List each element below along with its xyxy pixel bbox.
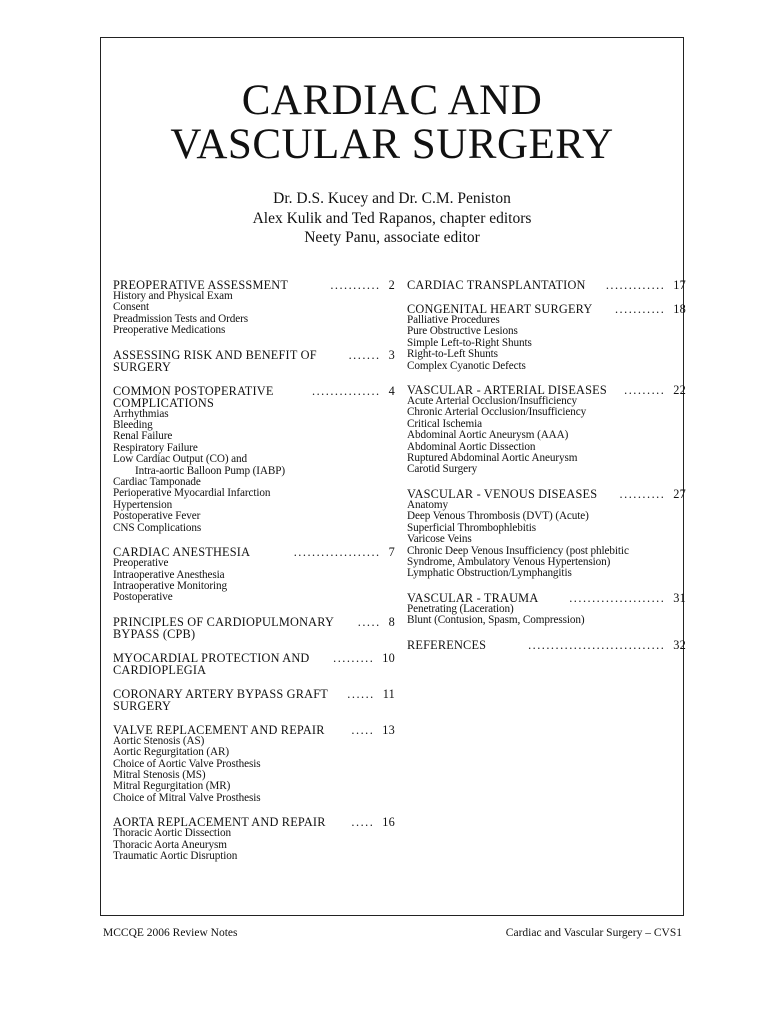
toc-leader-dots: ..........	[619, 486, 666, 501]
toc-item[interactable]: Lymphatic Obstruction/Lymphangitis	[407, 567, 572, 580]
toc-heading-row[interactable]	[407, 303, 686, 315]
toc-left-column	[113, 279, 395, 874]
toc-section	[113, 546, 395, 604]
toc-item[interactable]: Acute Arterial Occlusion/Insufficiency	[407, 395, 577, 408]
toc-section	[113, 616, 395, 640]
toc-item[interactable]: Respiratory Failure	[113, 441, 198, 454]
toc-item[interactable]: Critical Ischemia	[407, 417, 483, 430]
toc-section	[407, 488, 686, 580]
toc-item[interactable]: Aortic Stenosis (AS)	[113, 734, 205, 747]
toc-page-number: 3	[388, 347, 395, 362]
toc-heading: CONGENITAL HEART SURGERY	[407, 302, 593, 316]
toc-section	[113, 724, 395, 804]
toc-heading: COMMON POSTOPERATIVE	[113, 383, 274, 398]
toc-item[interactable]: Cardiac Tamponade	[113, 476, 201, 489]
toc-item[interactable]: Mitral Regurgitation (MR)	[113, 780, 231, 793]
toc-item[interactable]: Postoperative Fever	[113, 510, 201, 523]
toc-leader-dots: ...............	[312, 383, 381, 398]
toc-heading-row[interactable]	[113, 724, 395, 736]
toc-item[interactable]: Abdominal Aortic Aneurysm (AAA)	[407, 429, 569, 442]
toc-heading-row[interactable]	[113, 652, 395, 664]
toc-section	[407, 303, 686, 372]
toc-section	[407, 384, 686, 476]
toc-item[interactable]: Perioperative Myocardial Infarction	[113, 487, 271, 500]
toc-item[interactable]: Complex Cyanotic Defects	[407, 359, 526, 372]
toc-leader-dots: .........	[333, 650, 375, 665]
toc-heading: CARDIAC ANESTHESIA	[113, 545, 251, 560]
toc-items	[113, 828, 395, 862]
toc-section	[113, 816, 395, 862]
toc-item[interactable]: Preoperative	[113, 557, 169, 570]
toc-items	[407, 500, 686, 580]
authors-block	[100, 189, 684, 248]
toc-page-number: 31	[673, 590, 686, 605]
toc-heading-row[interactable]	[407, 279, 686, 291]
toc-page-number: 11	[382, 686, 395, 701]
toc-heading-row[interactable]	[407, 639, 686, 651]
toc-item[interactable]: Intraoperative Monitoring	[113, 579, 228, 592]
toc-items	[407, 315, 686, 372]
toc-leader-dots: .............	[605, 278, 666, 292]
toc-item[interactable]: Low Cardiac Output (CO) and	[113, 453, 248, 466]
toc-item[interactable]: Right-to-Left Shunts	[407, 348, 498, 361]
toc-heading: PRINCIPLES OF CARDIOPULMONARY	[113, 614, 335, 629]
toc-item[interactable]: Traumatic Aortic Disruption	[113, 849, 238, 862]
toc-heading-row[interactable]	[113, 546, 395, 558]
toc-heading-row[interactable]	[113, 279, 395, 291]
toc-leader-dots: .....	[351, 815, 375, 830]
page-title	[100, 79, 684, 167]
toc-section	[407, 279, 686, 291]
toc-page-number: 27	[673, 486, 686, 501]
toc-heading-row[interactable]	[407, 592, 686, 604]
footer-right: Cardiac and Vascular Surgery – CVS1	[505, 927, 682, 939]
toc-heading-row[interactable]	[113, 385, 395, 397]
toc-item[interactable]: Thoracic Aorta Aneurysm	[113, 838, 227, 851]
toc-leader-dots: ..............................	[528, 637, 666, 652]
toc-item[interactable]: Postoperative	[113, 591, 173, 604]
toc-heading: CARDIAC TRANSPLANTATION	[407, 278, 586, 292]
toc-item[interactable]: Choice of Mitral Valve Prosthesis	[113, 791, 261, 804]
toc-leader-dots: .......	[348, 347, 381, 362]
toc-heading-row[interactable]	[113, 349, 395, 361]
toc-item[interactable]: Thoracic Aortic Dissection	[113, 827, 231, 840]
toc-leader-dots: .....	[351, 722, 375, 737]
toc-heading: PREOPERATIVE ASSESSMENT	[113, 278, 289, 292]
toc-heading: ASSESSING RISK AND BENEFIT OF	[113, 347, 317, 362]
toc-item[interactable]: Penetrating (Laceration)	[407, 602, 514, 615]
toc-page-number: 10	[382, 650, 395, 665]
toc-item[interactable]: Simple Left-to-Right Shunts	[407, 336, 532, 349]
toc-heading: CORONARY ARTERY BYPASS GRAFT	[113, 686, 328, 701]
toc-heading: VASCULAR - VENOUS DISEASES	[407, 486, 598, 501]
toc-section	[407, 639, 686, 651]
toc-leader-dots: ...................	[293, 545, 381, 560]
toc-item[interactable]: Bleeding	[113, 419, 153, 432]
toc-heading-row[interactable]	[407, 384, 686, 396]
toc-heading-row[interactable]	[113, 616, 395, 628]
toc-heading-continued: SURGERY	[113, 698, 172, 713]
toc-item[interactable]: Consent	[113, 301, 149, 314]
toc-items	[113, 736, 395, 804]
toc-items	[113, 558, 395, 604]
toc-item[interactable]: Hypertension	[113, 498, 173, 511]
toc-section	[407, 592, 686, 627]
toc-heading-row[interactable]	[113, 816, 395, 828]
toc-items	[113, 291, 395, 337]
toc-right-column	[407, 279, 686, 663]
toc-section	[113, 385, 395, 534]
toc-page-number: 32	[673, 637, 686, 652]
toc-leader-dots: .....	[357, 614, 381, 629]
associate-editor-line: Neety Panu, associate editor	[304, 229, 480, 246]
toc-heading-continued: SURGERY	[113, 359, 172, 374]
toc-heading: AORTA REPLACEMENT AND REPAIR	[113, 815, 326, 830]
toc-page-number: 13	[382, 722, 395, 737]
toc-page-number: 4	[388, 383, 395, 398]
toc-item[interactable]: Deep Venous Thrombosis (DVT) (Acute)	[407, 510, 589, 523]
toc-heading: VALVE REPLACEMENT AND REPAIR	[113, 722, 325, 737]
toc-leader-dots: ...........	[614, 302, 666, 316]
toc-leader-dots: ......	[347, 686, 375, 701]
toc-items	[407, 604, 686, 627]
toc-heading-continued: COMPLICATIONS	[113, 395, 214, 410]
toc-page-number: 7	[388, 545, 395, 560]
toc-heading: REFERENCES	[407, 637, 487, 652]
toc-leader-dots: ...........	[330, 278, 381, 292]
toc-item[interactable]: Pure Obstructive Lesions	[407, 325, 518, 338]
toc-leader-dots: .....................	[569, 590, 666, 605]
toc-item[interactable]: History and Physical Exam	[113, 290, 233, 302]
toc-item[interactable]: Abdominal Aortic Dissection	[407, 440, 536, 453]
toc-item[interactable]: Chronic Deep Venous Insufficiency (post phlebitic	[407, 544, 629, 557]
toc-page-number: 8	[388, 614, 395, 629]
toc-heading-row[interactable]	[113, 688, 395, 700]
toc-item[interactable]: CNS Complications	[113, 521, 202, 534]
toc-item[interactable]: Palliative Procedures	[407, 314, 500, 326]
toc-items	[407, 396, 686, 476]
toc-heading: VASCULAR - TRAUMA	[407, 590, 539, 605]
toc-item[interactable]: Choice of Aortic Valve Prosthesis	[113, 757, 261, 770]
toc-item[interactable]: Varicose Veins	[407, 533, 472, 546]
editors-line: Alex Kulik and Ted Rapanos, chapter editors	[252, 209, 532, 227]
toc-page-number: 2	[388, 278, 395, 292]
toc-page-number: 16	[382, 815, 395, 830]
toc-section	[113, 279, 395, 337]
toc-section	[113, 349, 395, 373]
toc-item[interactable]: Blunt (Contusion, Spasm, Compression)	[407, 614, 585, 627]
footer-left: MCCQE 2006 Review Notes	[103, 927, 238, 939]
toc-item[interactable]: Aortic Regurgitation (AR)	[113, 746, 229, 759]
toc-heading: MYOCARDIAL PROTECTION AND	[113, 650, 310, 665]
toc-item[interactable]: Syndrome, Ambulatory Venous Hypertension)	[407, 555, 611, 568]
toc-item[interactable]: Mitral Stenosis (MS)	[113, 768, 206, 781]
toc-item[interactable]: Preoperative Medications	[113, 324, 226, 337]
toc-item[interactable]: Anatomy	[407, 498, 448, 511]
toc-items	[113, 409, 395, 534]
toc-item[interactable]: Chronic Arterial Occlusion/Insufficiency	[407, 406, 587, 419]
toc-leader-dots: .........	[624, 383, 666, 398]
title-line-2: VASCULAR SURGERY	[170, 121, 614, 168]
toc-section	[113, 652, 395, 676]
toc-heading-continued: CARDIOPLEGIA	[113, 662, 207, 677]
title-line-1: CARDIAC AND	[241, 77, 543, 124]
toc-item[interactable]: Renal Failure	[113, 430, 173, 443]
toc-section	[113, 688, 395, 712]
toc-heading: VASCULAR - ARTERIAL DISEASES	[407, 383, 607, 398]
authors-line: Dr. D.S. Kucey and Dr. C.M. Peniston	[273, 190, 511, 207]
toc-page-number: 22	[673, 383, 686, 398]
toc-heading-continued: BYPASS (CPB)	[113, 626, 196, 641]
toc-heading-row[interactable]	[407, 488, 686, 500]
toc-item[interactable]: Intra-aortic Balloon Pump (IABP)	[135, 464, 285, 477]
toc-page-number: 17	[673, 278, 686, 292]
toc-item[interactable]: Arrhythmias	[113, 407, 169, 420]
toc-item[interactable]: Superficial Thrombophlebitis	[407, 521, 537, 534]
toc-page-number: 18	[673, 302, 686, 316]
toc-item[interactable]: Carotid Surgery	[407, 463, 478, 476]
toc-item[interactable]: Ruptured Abdominal Aortic Aneurysm	[407, 452, 578, 465]
toc-item[interactable]: Preadmission Tests and Orders	[113, 312, 249, 325]
toc-item[interactable]: Intraoperative Anesthesia	[113, 568, 225, 581]
